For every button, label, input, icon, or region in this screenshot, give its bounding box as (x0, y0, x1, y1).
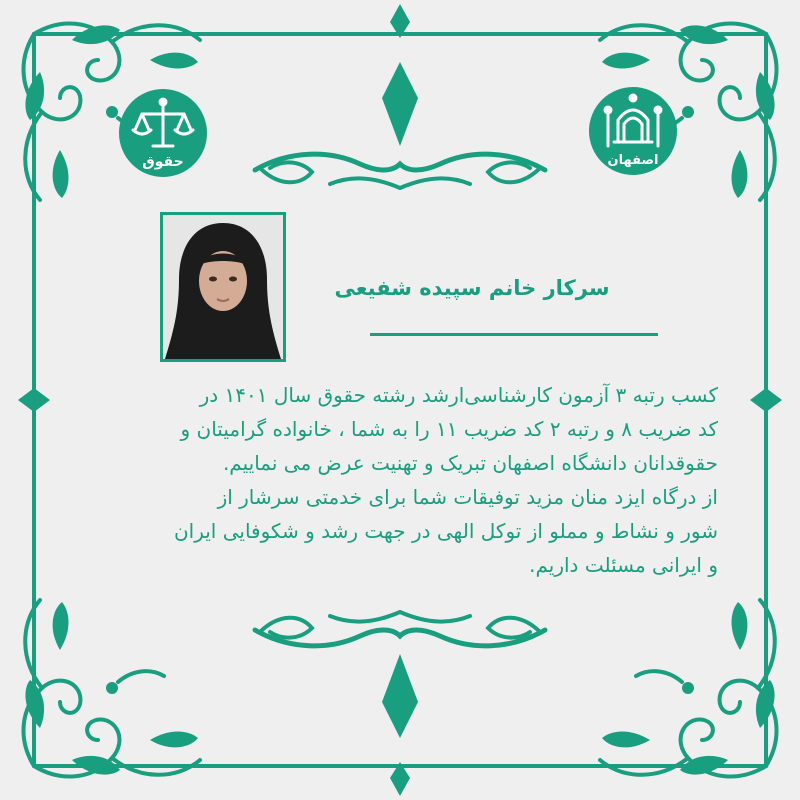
law-faculty-logo (118, 88, 208, 178)
message-line: کسب رتبه ۳ آزمون کارشناسی‌ارشد رشته حقوق سال ۱۴۰۱ در (199, 383, 718, 407)
congratulation-message (78, 378, 718, 582)
message-line: شور و نشاط و مملو از توکل الهی در جهت رشد و شکوفایی ایران (173, 519, 718, 543)
student-portrait-icon (163, 215, 283, 359)
name-underline-divider (370, 333, 658, 336)
university-logo (588, 86, 678, 176)
university-logo-text: اصفهان (607, 153, 659, 168)
message-line: کد ضریب ۸ و رتبه ۲ کد ضریب ۱۱ را به شما ، خانواده گرامیتان و (180, 417, 718, 441)
message-line: حقوقدانان دانشگاه اصفهان تبریک و تهنیت عرض می نماییم. (222, 451, 718, 475)
student-photo (160, 212, 286, 362)
law-logo-text: حقوق (142, 154, 184, 170)
message-line: از درگاه ایزد منان مزید توفیقات شما برای خدمتی سرشار از (217, 485, 718, 509)
message-line: و ایرانی مسئلت داریم. (529, 553, 718, 577)
honoree-name: سرکار خانم سپیده شفیعی (334, 276, 610, 300)
